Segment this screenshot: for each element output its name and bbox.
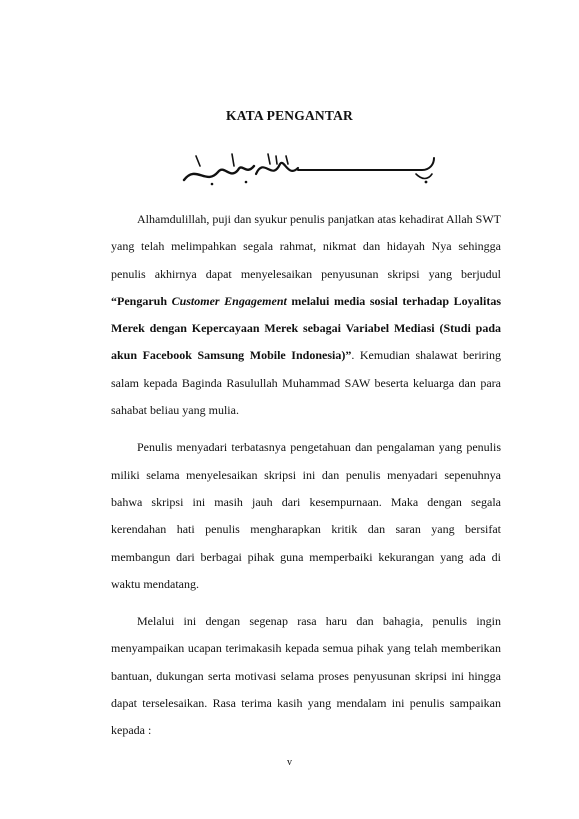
paragraph-1: Alhamdulillah, puji dan syukur penulis panjatkan atas kehadirat Allah SWT yang telah melimpahkan segala rahmat, nikmat dan hidayah Nya sehingga penulis akhirnya dapat menyelesaikan penyusunan skripsi yang berjudul “Pengaruh Customer Engagement melalui media sosial terhadap Loyalitas Merek dengan Kepercayaan Merek sebagai Variabel Mediasi (Studi pada akun Facebook Samsung Mobile Indonesia)”. Kemudian shalawat beriring salam kepada Baginda Rasulullah Muhammad SAW beserta keluarga dan para sahabat beliau yang mulia. [111,212,501,418]
paragraph-3: Melalui ini dengan segenap rasa haru dan bahagia, penulis ingin menyampaikan ucapan terimakasih kepada semua pihak yang telah memberikan bantuan, dukungan serta motivasi selama proses penyusunan skripsi ini hingga dapat terselesaikan. Rasa terima kasih yang mendalam ini penulis sampaikan kepada : [111,614,501,738]
basmalah-calligraphy [176,150,440,188]
page-number: v [287,757,292,768]
body-text [111,206,501,755]
paragraph-2: Penulis menyadari terbatasnya pengetahuan dan pengalaman yang penulis miliki selama menyelesaikan skripsi ini dan penulis menyadari sepenuhnya bahwa skripsi ini masih jauh dari kesempurnaan. Maka dengan segala kerendahan hati penulis mengharapkan kritik dan saran yang bersifat membangun dari berbagai pihak guna memperbaiki kekurangan yang ada di waktu mendatang. [111,440,501,591]
page-title: KATA PENGANTAR [226,108,353,123]
thesis-title: “Pengaruh Customer Engagement melalui media sosial terhadap Loyalitas Merek dengan Kepercayaan Merek sebagai Variabel Mediasi (Studi pada akun Facebook Samsung Mobile Indonesia)” [111,293,501,363]
